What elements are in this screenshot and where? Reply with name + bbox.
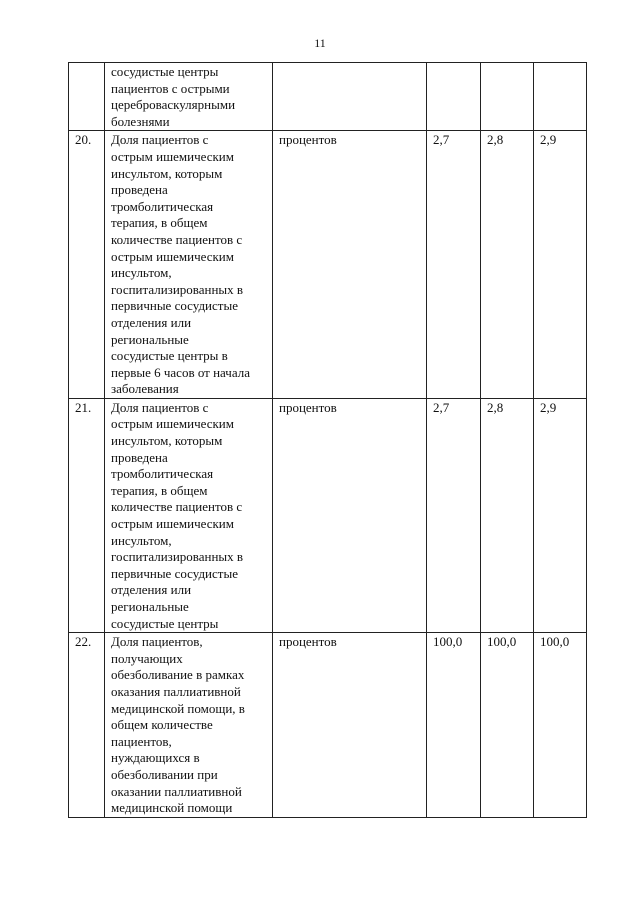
indicator-name-line: первичные сосудистые (111, 298, 238, 314)
indicator-name-line: терапия, в общем (111, 215, 208, 231)
value-cell (534, 63, 587, 131)
indicator-name-line: цереброваскулярными (111, 97, 236, 113)
indicator-name-line: инсультом, которым (111, 433, 223, 449)
indicator-name-line: первичные сосудистые (111, 565, 238, 581)
value-cell: 100,0 (534, 633, 587, 818)
indicator-name-line: госпитализированных в (111, 549, 244, 565)
indicator-name-line: Доля пациентов, (111, 634, 203, 650)
indicator-name-cell (105, 398, 273, 632)
indicator-name-line: инсультом, (111, 265, 172, 281)
indicator-name-line: количестве пациентов с (111, 231, 243, 247)
value-cell: 100,0 (427, 633, 481, 818)
indicator-name-line: болезнями (111, 113, 170, 129)
indicator-name-line: сосудистые центры (111, 64, 219, 79)
indicator-name-line: региональные (111, 331, 189, 347)
indicator-name-cell (105, 131, 273, 399)
indicator-name-line: тромболитическая (111, 198, 214, 214)
indicator-name-line: оказании паллиативной (111, 783, 242, 799)
value-cell (481, 63, 534, 131)
indicator-name-line: проведена (111, 182, 168, 198)
indicator-name-line: оказания паллиативной (111, 683, 241, 699)
indicator-name-line: острым ишемическим (111, 416, 234, 432)
value-cell: 2,9 (534, 398, 587, 632)
page-number: 11 (314, 36, 326, 50)
indicator-name-line: обезболивании при (111, 766, 218, 782)
indicator-name-line: острым ишемическим (111, 516, 234, 532)
table-row-continuation (69, 63, 587, 131)
indicator-name-line: Доля пациентов с (111, 399, 209, 415)
unit-cell (273, 63, 427, 131)
indicator-name-line: проведена (111, 449, 168, 465)
indicator-name-line: сосудистые центры (111, 615, 219, 631)
indicator-name-line: нуждающихся в (111, 750, 200, 766)
indicator-name-line: инсультом, (111, 532, 172, 548)
table-row (69, 633, 587, 818)
indicator-name-line: терапия, в общем (111, 482, 208, 498)
row-number-cell: 20. (69, 131, 105, 399)
indicator-name-cell (105, 633, 273, 818)
indicator-name-line: первые 6 часов от начала (111, 364, 250, 380)
value-cell: 2,9 (534, 131, 587, 399)
indicators-table (68, 62, 587, 818)
indicator-name-line: заболевания (111, 381, 179, 397)
row-number-cell: 21. (69, 398, 105, 632)
value-cell (427, 63, 481, 131)
indicator-name-line: медицинской помощи, в (111, 700, 245, 716)
row-number-cell: 22. (69, 633, 105, 818)
value-cell: 2,7 (427, 131, 481, 399)
row-number-cell (69, 63, 105, 131)
value-cell: 2,8 (481, 398, 534, 632)
indicator-name-line: сосудистые центры в (111, 348, 228, 364)
indicator-name-line: Доля пациентов с (111, 132, 209, 148)
unit-cell: процентов (273, 398, 427, 632)
indicator-name-line: количестве пациентов с (111, 499, 243, 515)
indicator-name-cell (105, 63, 273, 131)
indicator-name-line: общем количестве (111, 717, 213, 733)
indicator-name-line: острым ишемическим (111, 148, 234, 164)
indicator-name-line: получающих (111, 650, 183, 666)
indicator-name-line: медицинской помощи (111, 800, 233, 816)
indicator-name-line: отделения или (111, 582, 192, 598)
indicator-name-line: инсультом, которым (111, 165, 223, 181)
indicator-name-line: госпитализированных в (111, 281, 244, 297)
table-row (69, 131, 587, 399)
unit-cell: процентов (273, 633, 427, 818)
indicator-name-line: отделения или (111, 314, 192, 330)
indicator-name-line: острым ишемическим (111, 248, 234, 264)
unit-cell: процентов (273, 131, 427, 399)
indicator-name-line: тромболитическая (111, 466, 214, 482)
indicator-name-line: обезболивание в рамках (111, 667, 245, 683)
indicator-name-line: региональные (111, 599, 189, 614)
value-cell: 2,8 (481, 131, 534, 399)
table-row (69, 398, 587, 632)
value-cell: 100,0 (481, 633, 534, 818)
indicator-name-line: пациентов с острыми (111, 80, 230, 96)
value-cell: 2,7 (427, 398, 481, 632)
indicator-name-line: пациентов, (111, 733, 172, 749)
